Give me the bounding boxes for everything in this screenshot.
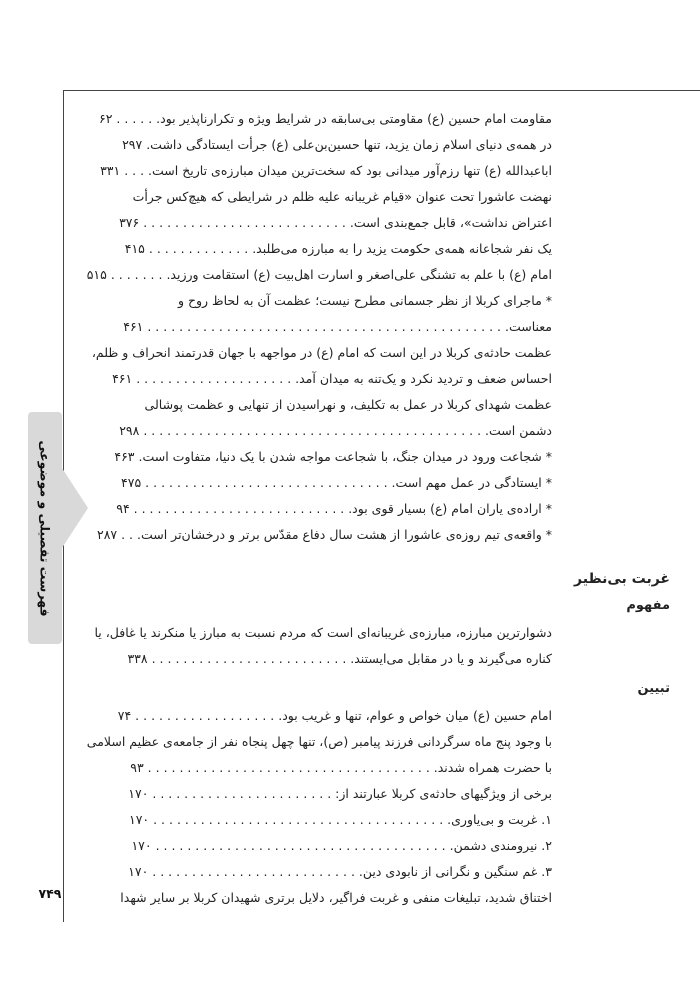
index-entry: * اراده‌ی یاران امام (ع) بسیار قوی بود. . . . . . . . . . . . . . . . . . . . . . . . . . . . ۹۴ — [116, 501, 552, 516]
section-heading-main: غربت بی‌نظیر — [574, 571, 670, 587]
index-entry: * ماجرای کربلا از نظر جسمانی مطرح نیست؛ عظمت آن به لحاظ روح و — [177, 293, 552, 308]
index-entry: عظمت حادثه‌ی کربلا در این است که امام (ع) در مواجهه با جهان قدرتمند انحراف و ظلم، — [91, 345, 552, 360]
index-entry: با وجود پنج ماه سرگردانی فرزند پیامبر (ص)، تنها چهل پنجاه نفر از جامعه‌ی عظیم اسلامی — [86, 734, 552, 749]
index-entries-explain — [70, 703, 552, 911]
index-entry: یک نفر شجاعانه همه‌ی حکومت یزید را به مبارزه می‌طلبد. . . . . . . . . . . . . . ۴۱۵ — [124, 241, 552, 256]
index-entry: * واقعه‌ی تیم روزه‌ی عاشورا از هشت سال دفاع مقدّس برتر و درخشان‌تر است. . . ۲۸۷ — [96, 527, 552, 542]
index-entry: با حضرت همراه شدند. . . . . . . . . . . . . . . . . . . . . . . . . . . . . . . . . . . . . ۹۳ — [130, 760, 552, 775]
index-entries-concept — [70, 620, 552, 672]
index-entry: کناره می‌گیرند و یا در مقابل می‌ایستند. . . . . . . . . . . . . . . . . . . . . . . . . . ۳۳۸ — [127, 651, 552, 666]
index-entry: مقاومت امام حسین (ع) مقاومتی بی‌سابقه در شرایط ویژه و تکرارناپذیر بود. . . . . . ۶۲ — [99, 111, 552, 126]
index-entry: دشوارترین مبارزه، مبارزه‌ی غریبانه‌ای است که مردم نسبت به مبارز یا منکرند یا غافل، یا — [94, 625, 552, 640]
index-entry: امام (ع) با علم به تشنگی علی‌اصغر و اسارت اهل‌بیت (ع) استقامت ورزید. . . . . . . . ۵۱۵ — [86, 267, 552, 282]
index-entry: اباعبدالله (ع) تنها رزم‌آور میدانی بود که سخت‌ترین میدان مبارزه‌ی تاریخ است. . . . ۳۳۱ — [100, 163, 552, 178]
index-entry: ۳. غم سنگین و نگرانی از نابودی دین. . . . . . . . . . . . . . . . . . . . . . . . . . . ۱۷۰ — [128, 864, 552, 879]
index-entry: احساس ضعف و تردید نکرد و یک‌تنه به میدان آمد. . . . . . . . . . . . . . . . . . . . . ۴۶۱ — [112, 371, 552, 386]
index-entry: معناست. . . . . . . . . . . . . . . . . . . . . . . . . . . . . . . . . . . . . . . . . . . . . . ۴۶۱ — [123, 319, 552, 334]
index-entry: دشمن است. . . . . . . . . . . . . . . . . . . . . . . . . . . . . . . . . . . . . . . . . . . . ۲۹۸ — [119, 423, 552, 438]
index-entry: نهضت عاشورا تحت عنوان «قیام غریبانه علیه ظلم در شرایطی که هیچ‌کس جرأت — [132, 189, 552, 204]
index-entry: * ایستادگی در عمل مهم است. . . . . . . . . . . . . . . . . . . . . . . . . . . . . . . . ۴۷۵ — [121, 475, 552, 490]
index-entry: * شجاعت ورود در میدان جنگ، با شجاعت مواجه شدن با یک دنیا، متفاوت است. ۴۶۳ — [114, 449, 552, 464]
index-entry: اختناق شدید، تبلیغات منفی و غربت فراگیر، دلایل برتری شهیدان کربلا بر سایر شهدا — [120, 890, 552, 905]
index-entry: در همه‌ی دنیای اسلام زمان یزید، تنها حسین‌بن‌علی (ع) جرأت ایستادگی داشت. ۲۹۷ — [122, 137, 552, 152]
index-entry: عظمت شهدای کربلا در عمل به تکلیف، و نهراسیدن از تنهایی و عظمت پوشالی — [144, 397, 552, 412]
index-entry: ۲. نیرومندی دشمن. . . . . . . . . . . . . . . . . . . . . . . . . . . . . . . . . . . . . . ۱۷۰ — [131, 838, 552, 853]
index-entries-top — [70, 106, 552, 548]
index-entry: اعتراض نداشت»، قابل جمع‌بندی است. . . . . . . . . . . . . . . . . . . . . . . . . . . ۳۷۶ — [119, 215, 552, 230]
side-tab-label-wrap — [28, 412, 62, 644]
top-rule — [63, 90, 700, 91]
index-entry: امام حسین (ع) میان خواص و عوام، تنها و غریب بود. . . . . . . . . . . . . . . . . . . ۷۴ — [117, 708, 552, 723]
side-tab-label: فهرست تفصیلی و موضوعی — [37, 439, 53, 617]
subheading-concept: مفهوم — [626, 598, 670, 613]
index-entry: ۱. غربت و بی‌یاوری. . . . . . . . . . . . . . . . . . . . . . . . . . . . . . . . . . . . . . ۱۷۰ — [128, 812, 552, 827]
page-number: ۷۴۹ — [38, 886, 62, 901]
subheading-explain: تبیین — [637, 681, 670, 696]
index-entry: برخی از ویژگیهای حادثه‌ی کربلا عبارتند از: . . . . . . . . . . . . . . . . . . . . . . . ۱۷۰ — [128, 786, 552, 801]
